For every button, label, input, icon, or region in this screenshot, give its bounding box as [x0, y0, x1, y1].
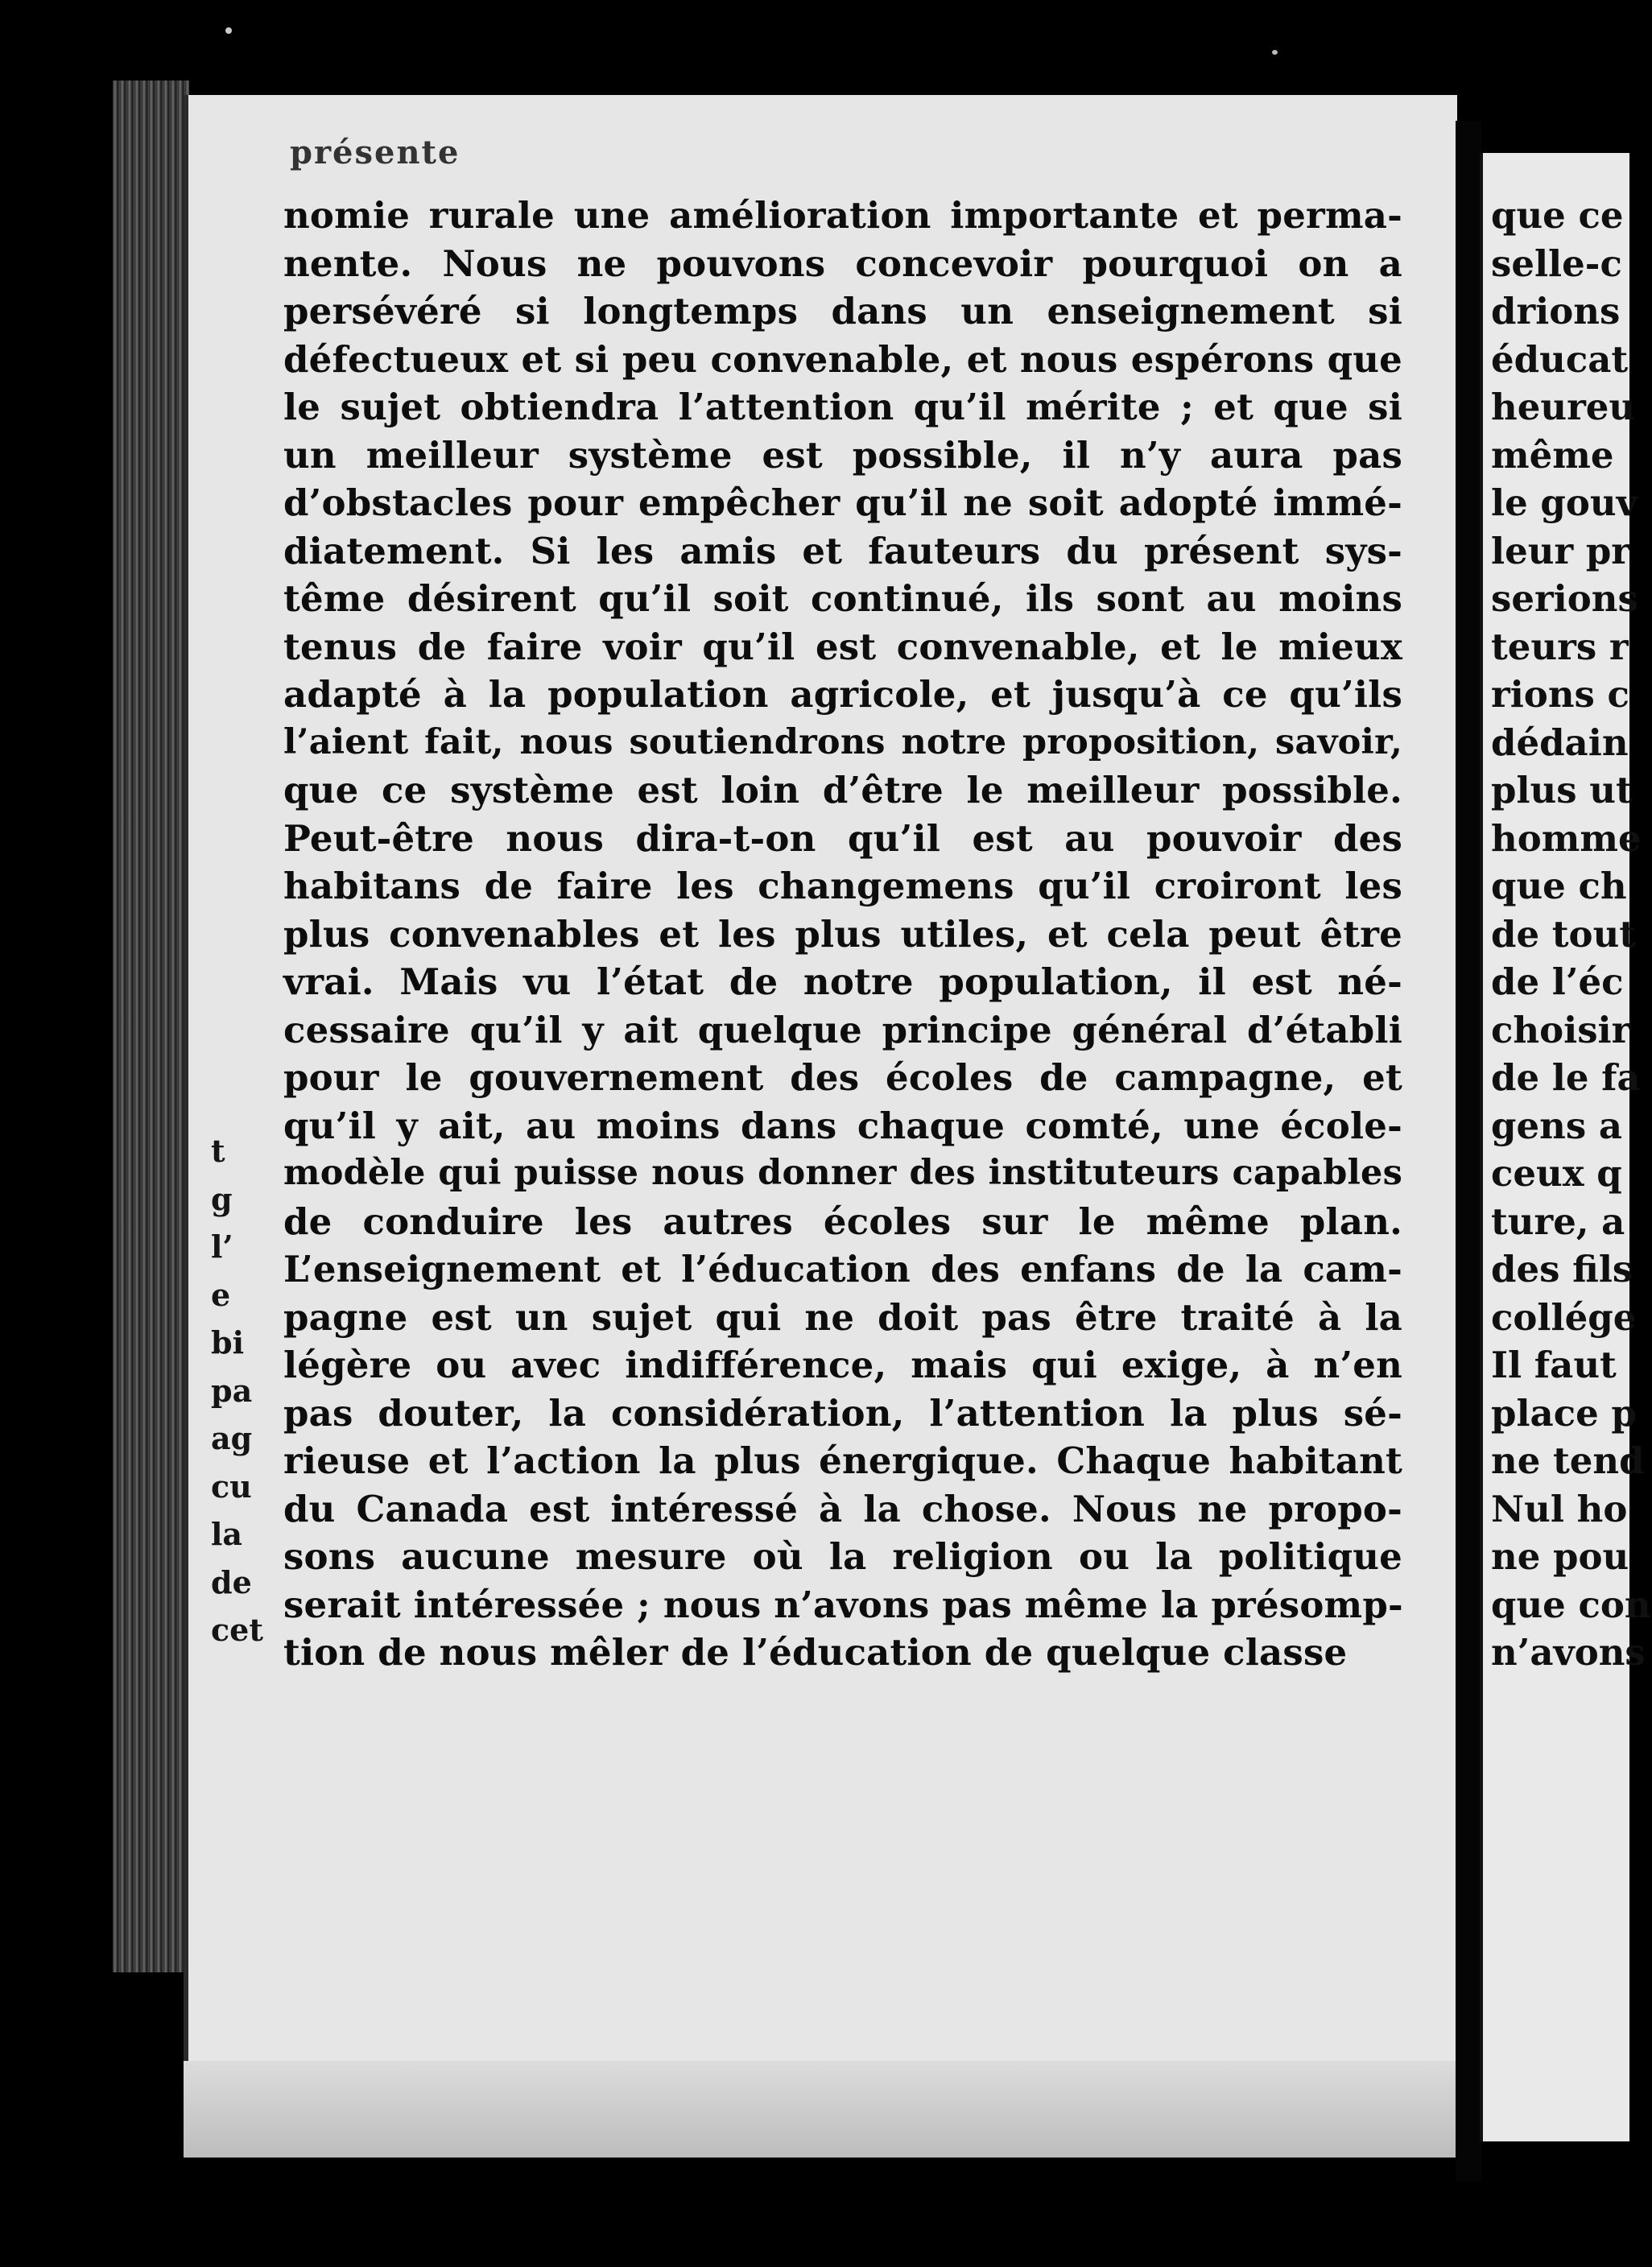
right-page-text [1491, 192, 1652, 1677]
text-line: rieuse et l’action la plus énergique. Chaque habitant [283, 1439, 1402, 1482]
right-text-line: selle-c [1491, 242, 1622, 285]
text-line: légère ou avec indifférence, mais qui exige, à n’en [283, 1344, 1402, 1386]
text-line: cessaire qu’il y ait quelque principe général d’établi [283, 1008, 1402, 1051]
right-text-line: place p [1491, 1391, 1637, 1435]
text-line: tême désirent qu’il soit continué, ils sont au moins [283, 577, 1402, 620]
right-text-line: plus ut [1491, 769, 1633, 811]
right-text-line: serions [1491, 577, 1638, 620]
right-text-line: de tout [1491, 912, 1637, 956]
margin-fragment: bi [211, 1324, 245, 1361]
right-text-line: que ch [1491, 865, 1627, 907]
text-line: qu’il y ait, au moins dans chaque comté, une école- [283, 1104, 1402, 1147]
text-line: pas douter, la considération, l’attention la plus sé- [283, 1391, 1402, 1435]
right-text-line: collége [1491, 1295, 1637, 1339]
text-line: défectueux et si peu convenable, et nous espérons que [283, 337, 1402, 381]
text-line: que ce système est loin d’être le meilleur possible. [283, 769, 1402, 811]
right-text-line: ture, a [1491, 1200, 1625, 1243]
text-line: habitans de faire les changemens qu’il croiront les [283, 865, 1402, 907]
right-text-line: choisir [1491, 1008, 1631, 1051]
text-line: un meilleur système est possible, il n’y aura pas [283, 433, 1402, 477]
right-text-line: drions [1491, 290, 1621, 332]
text-line: persévéré si longtemps dans un enseignement si [283, 290, 1402, 332]
text-line: d’obstacles pour empêcher qu’il ne soit adopté immé- [283, 481, 1402, 524]
text-line: tenus de faire voir qu’il est convenable, et le mieux [283, 625, 1402, 668]
margin-fragment: g [211, 1180, 233, 1217]
text-line: nomie rurale une amélioration importante et perma- [283, 194, 1402, 237]
margin-fragments [211, 1127, 283, 1852]
margin-fragment: t [211, 1133, 225, 1169]
book-gutter [1456, 121, 1481, 2182]
header-fragment-text: présente [290, 134, 460, 171]
right-text-line: éducat [1491, 337, 1629, 381]
main-text-block [283, 192, 1402, 1677]
right-text-line: leur pr [1491, 529, 1630, 572]
right-text-line: dédain [1491, 721, 1629, 764]
text-line: l’aient fait, nous soutiendrons notre proposition, savoir, [283, 721, 1402, 762]
right-text-line: teurs r [1491, 625, 1629, 668]
text-line: L’enseignement et l’éducation des enfans de la cam- [283, 1248, 1402, 1290]
text-line: le sujet obtiendra l’attention qu’il mérite ; et que si [283, 386, 1402, 428]
right-text-line: Il faut [1491, 1344, 1617, 1386]
dust-speck [225, 27, 232, 34]
right-text-line: des fils [1491, 1248, 1633, 1290]
margin-fragment: cet [211, 1612, 263, 1648]
margin-fragment: la [211, 1516, 243, 1552]
text-line: plus convenables et les plus utiles, et cela peut être [283, 912, 1402, 956]
margin-fragment: e [211, 1276, 231, 1313]
margin-fragment: cu [211, 1468, 252, 1505]
text-line: vrai. Mais vu l’état de notre population, il est né- [283, 960, 1402, 1003]
right-text-line: ne tend [1491, 1439, 1645, 1482]
text-line: nente. Nous ne pouvons concevoir pourquoi on a [283, 242, 1402, 285]
text-line: sons aucune mesure où la religion ou la politique [283, 1535, 1402, 1578]
book-page-edges [113, 81, 189, 1972]
text-line: serait intéressée ; nous n’avons pas même la présomp- [283, 1583, 1403, 1626]
right-text-line: homme [1491, 816, 1642, 860]
right-text-line: n’avons [1491, 1631, 1646, 1674]
right-text-line: de l’éc [1491, 960, 1624, 1003]
text-line: modèle qui puisse nous donner des instituteurs capables [283, 1153, 1402, 1193]
right-text-line: ceux q [1491, 1152, 1622, 1195]
text-line: pour le gouvernement des écoles de campagne, et [283, 1056, 1402, 1099]
right-text-line: même [1491, 433, 1614, 477]
text-line: Peut-être nous dira-t-on qu’il est au pouvoir des [283, 816, 1402, 860]
margin-fragment: de [211, 1563, 252, 1600]
right-text-line: que ce [1491, 194, 1624, 237]
text-line: diatement. Si les amis et fauteurs du présent sys- [283, 529, 1402, 572]
margin-fragment: ag [211, 1420, 253, 1456]
right-text-line: le gouv [1491, 481, 1638, 524]
right-text-line: de le fa [1491, 1056, 1641, 1099]
text-line: tion de nous mêler de l’éducation de quelque classe [283, 1631, 1348, 1674]
text-line: du Canada est intéressé à la chose. Nous ne propo- [283, 1487, 1402, 1530]
right-text-line: que con [1491, 1583, 1651, 1626]
page-bottom-edge [184, 2061, 1457, 2158]
margin-fragment: l’ [211, 1228, 233, 1265]
header-fragment [290, 134, 902, 177]
right-text-line: Nul ho [1491, 1487, 1628, 1530]
right-text-line: gens a [1491, 1104, 1622, 1147]
dust-speck [1272, 50, 1278, 55]
text-line: adapté à la population agricole, et jusqu’à ce qu’ils [283, 673, 1402, 716]
right-text-line: heureu [1491, 386, 1636, 428]
margin-fragment: pa [211, 1372, 253, 1409]
right-text-line: ne pou [1491, 1535, 1629, 1578]
right-text-line: rions c [1491, 673, 1629, 716]
text-line: pagne est un sujet qui ne doit pas être traité à la [283, 1295, 1402, 1339]
text-line: de conduire les autres écoles sur le même plan. [283, 1200, 1402, 1243]
